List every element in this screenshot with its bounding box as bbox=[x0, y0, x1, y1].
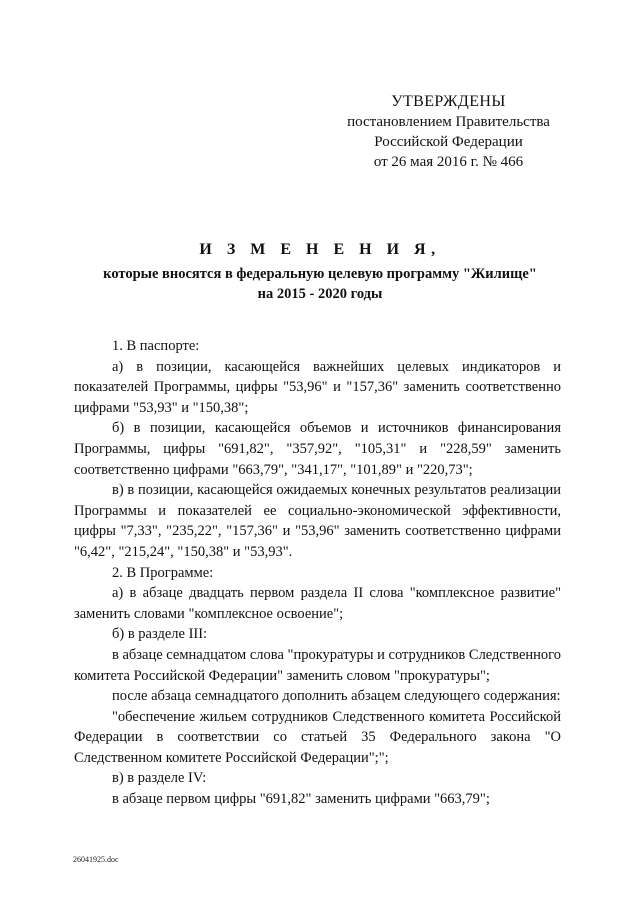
paragraph-12: в абзаце первом цифры "691,82" заменить цифрами "663,79"; bbox=[112, 791, 490, 808]
paragraph-1: 1. В паспорте: bbox=[112, 338, 200, 354]
approval-line-4: от 26 мая 2016 г. № 466 bbox=[373, 154, 524, 170]
paragraph-10: "обеспечение жильем сотрудников Следственного комитета Российской Федерации в соответствии со статьей 35 Федерального закона "О Следственном комитете Российской Федерации";"; bbox=[74, 708, 561, 766]
paragraph-2: а) в позиции, касающейся важнейших целевых индикаторов и показателей Программы, цифры "53,96" и "157,36" заменить соответственно цифрами "53,93" и "150,38"; bbox=[74, 358, 561, 416]
approval-line-2: постановлением Правительства bbox=[347, 114, 550, 130]
paragraph-11: в) в разделе IV: bbox=[112, 770, 207, 787]
approval-line-3: Российской Федерации bbox=[374, 134, 523, 150]
document-footer-code: 26041925.doc bbox=[73, 855, 119, 864]
paragraph-7: б) в разделе III: bbox=[112, 626, 208, 643]
paragraph-5: 2. В Программе: bbox=[112, 564, 214, 581]
document-title: И З М Е Н Е Н И Я, bbox=[199, 241, 441, 258]
paragraph-9: после абзаца семнадцатого дополнить абзацем следующего содержания: bbox=[112, 688, 561, 705]
paragraph-3: б) в позиции, касающейся объемов и источников финансирования Программы, цифры "691,82", "357,92", "105,31" и "228,59" заменить соответственно цифрами "663,79", "341,17", "101,89" и "220,73"; bbox=[74, 420, 561, 478]
subtitle-line-1: которые вносятся в федеральную целевую программу "Жилище" bbox=[103, 266, 537, 282]
approval-title: УТВЕРЖДЕНЫ bbox=[391, 93, 506, 110]
paragraph-6: а) в абзаце двадцать первом раздела II слова "комплексное развитие" заменить словами "комплексное освоение"; bbox=[74, 585, 561, 622]
approval-stamp bbox=[346, 92, 551, 172]
document-body bbox=[74, 336, 561, 810]
paragraph-4: в) в позиции, касающейся ожидаемых конечных результатов реализации Программы и показателей ее социально-экономической эффективности, цифры "7,33", "235,22", "157,36" и "53,96" заменить соответственно цифрами "6,42", "215,24", "150,38" и "53,93". bbox=[74, 482, 561, 560]
paragraph-8: в абзаце семнадцатом слова "прокуратуры и сотрудников Следственного комитета Российской Федерации" заменить словом "прокуратуры"; bbox=[74, 646, 561, 684]
subtitle-line-2: на 2015 - 2020 годы bbox=[257, 286, 383, 302]
document-subtitle bbox=[60, 264, 580, 304]
